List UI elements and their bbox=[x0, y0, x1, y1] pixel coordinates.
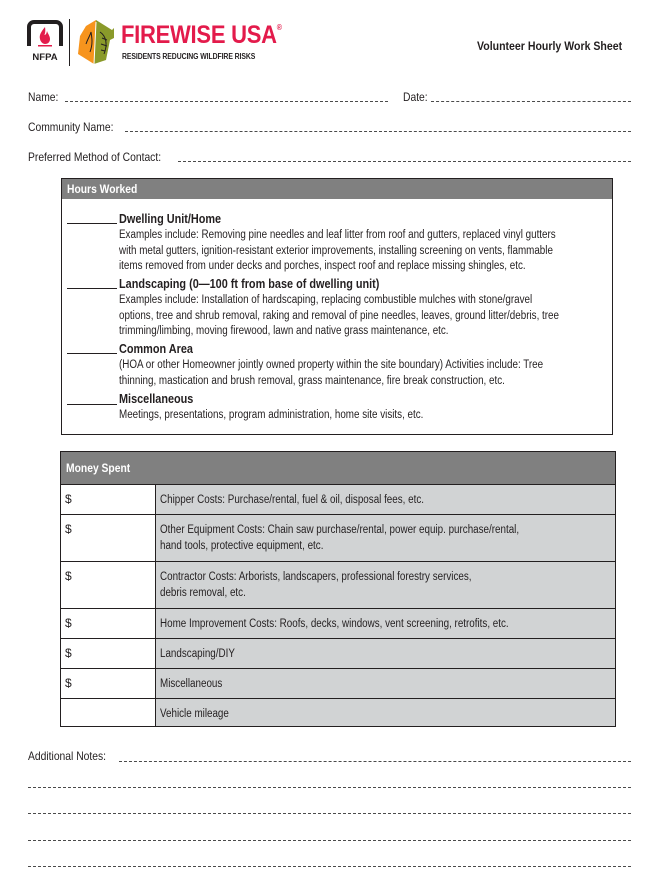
name-field[interactable] bbox=[65, 101, 388, 102]
amount-input-contractor[interactable] bbox=[61, 562, 156, 608]
dollar-sign: $ bbox=[65, 569, 72, 583]
row-desc bbox=[156, 669, 615, 698]
item-title-landscaping: Landscaping (0—100 ft from base of dwelling unit) bbox=[119, 277, 380, 291]
desc-line: trimming/limbing, moving firewood, lawn and native grass maintenance, etc. bbox=[119, 325, 449, 337]
desc-line: Miscellaneous bbox=[160, 678, 223, 690]
hours-worked-title: Hours Worked bbox=[67, 182, 138, 196]
item-title-miscellaneous: Miscellaneous bbox=[119, 392, 194, 406]
table-row bbox=[61, 698, 615, 726]
notes-line[interactable] bbox=[28, 787, 631, 788]
row-desc-text bbox=[160, 492, 639, 508]
desc-line: Examples include: Installation of hardscaping, replacing combustible mulches with stone/gravel bbox=[119, 294, 533, 306]
community-label: Community Name: bbox=[28, 120, 114, 134]
row-desc-text bbox=[160, 616, 639, 632]
brand-name bbox=[121, 21, 282, 50]
amount-input-vehicle-mileage[interactable] bbox=[61, 699, 156, 726]
amount-input-equipment[interactable] bbox=[61, 515, 156, 561]
dollar-sign: $ bbox=[65, 676, 72, 690]
desc-line: options, tree and shrub removal, raking and removal of pine needles, leaves, ground litter/debris, tree bbox=[119, 309, 559, 322]
row-desc bbox=[156, 639, 615, 668]
row-desc-text bbox=[160, 569, 639, 601]
registered-mark: ® bbox=[276, 23, 282, 32]
desc-line: Examples include: Removing pine needles and leaf litter from roof and gutters, replaced vinyl gutters bbox=[119, 229, 556, 241]
desc-line: Home Improvement Costs: Roofs, decks, windows, vent screening, retrofits, etc. bbox=[160, 618, 509, 630]
row-desc-text bbox=[160, 646, 639, 662]
row-desc bbox=[156, 699, 615, 726]
nfpa-flame-icon bbox=[27, 20, 63, 62]
community-name-field[interactable] bbox=[125, 131, 631, 132]
amount-input-home-improvement[interactable] bbox=[61, 609, 156, 638]
desc-line: with metal gutters, ignition-resistant exterior improvements, installing screening on vents, flammable bbox=[119, 244, 553, 257]
desc-line: Chipper Costs: Purchase/rental, fuel & oil, disposal fees, etc. bbox=[160, 494, 424, 506]
desc-line: (HOA or other Homeowner jointly owned property within the site boundary) Activities include: Tree bbox=[119, 359, 544, 371]
brand-tagline: RESIDENTS REDUCING WILDFIRE RISKS bbox=[122, 52, 256, 61]
brand-name-text: FIREWISE USA bbox=[121, 21, 277, 49]
hours-input-dwelling[interactable] bbox=[67, 223, 117, 224]
item-title-dwelling: Dwelling Unit/Home bbox=[119, 212, 222, 226]
hours-worked-header bbox=[62, 179, 612, 199]
desc-line: Landscaping/DIY bbox=[160, 648, 235, 660]
row-desc bbox=[156, 485, 615, 514]
hours-input-common-area[interactable] bbox=[67, 353, 117, 354]
desc-line: Contractor Costs: Arborists, landscapers, professional forestry services, bbox=[160, 571, 472, 583]
item-desc-landscaping bbox=[119, 293, 598, 340]
row-desc bbox=[156, 609, 615, 638]
row-desc-text bbox=[160, 706, 639, 722]
date-field[interactable] bbox=[431, 101, 631, 102]
dollar-sign: $ bbox=[65, 522, 72, 536]
notes-line[interactable] bbox=[28, 813, 631, 814]
contact-label: Preferred Method of Contact: bbox=[28, 150, 162, 164]
table-row bbox=[61, 561, 615, 608]
item-desc-common-area bbox=[119, 358, 598, 389]
money-spent-table bbox=[60, 451, 616, 727]
row-desc bbox=[156, 515, 615, 561]
notes-line[interactable] bbox=[28, 866, 631, 867]
name-label: Name: bbox=[28, 90, 59, 104]
row-desc-text bbox=[160, 676, 639, 692]
sheet-title: Volunteer Hourly Work Sheet bbox=[477, 39, 623, 53]
desc-line: thinning, mastication and brush removal, grass maintenance, fire break construction, etc. bbox=[119, 374, 505, 387]
nfpa-logo bbox=[27, 20, 63, 62]
table-row bbox=[61, 484, 615, 514]
money-spent-header bbox=[61, 452, 615, 484]
dollar-sign: $ bbox=[65, 646, 72, 660]
hours-worked-section bbox=[61, 178, 613, 435]
contact-method-field[interactable] bbox=[178, 161, 631, 162]
firewise-house-logo bbox=[76, 18, 116, 66]
notes-line[interactable] bbox=[28, 840, 631, 841]
table-row bbox=[61, 514, 615, 561]
notes-label: Additional Notes: bbox=[28, 749, 107, 763]
table-row bbox=[61, 668, 615, 698]
table-row bbox=[61, 608, 615, 638]
amount-input-landscaping[interactable] bbox=[61, 639, 156, 668]
item-desc-miscellaneous bbox=[119, 408, 598, 424]
desc-line: hand tools, protective equipment, etc. bbox=[160, 540, 324, 552]
item-desc-dwelling bbox=[119, 228, 598, 275]
amount-input-chipper[interactable] bbox=[61, 485, 156, 514]
house-leaf-icon bbox=[76, 18, 116, 66]
desc-line: debris removal, etc. bbox=[160, 587, 246, 599]
dollar-sign: $ bbox=[65, 616, 72, 630]
logo-divider bbox=[69, 19, 70, 66]
hours-input-landscaping[interactable] bbox=[67, 288, 117, 289]
svg-text:NFPA: NFPA bbox=[32, 52, 58, 62]
table-row bbox=[61, 638, 615, 668]
row-desc-text bbox=[160, 522, 639, 554]
item-title-common-area: Common Area bbox=[119, 342, 193, 356]
desc-line: Meetings, presentations, program administration, home site visits, etc. bbox=[119, 409, 424, 421]
dollar-sign: $ bbox=[65, 492, 72, 506]
desc-line: Vehicle mileage bbox=[160, 708, 229, 720]
money-spent-title: Money Spent bbox=[66, 461, 131, 475]
date-label: Date: bbox=[403, 90, 428, 104]
row-desc bbox=[156, 562, 615, 608]
desc-line: Other Equipment Costs: Chain saw purchase/rental, power equip. purchase/rental, bbox=[160, 524, 520, 536]
amount-input-miscellaneous[interactable] bbox=[61, 669, 156, 698]
desc-line: items removed from under decks and porches, inspect roof and replace missing shingles, etc. bbox=[119, 260, 526, 272]
notes-field[interactable] bbox=[119, 761, 631, 762]
hours-input-miscellaneous[interactable] bbox=[67, 404, 117, 405]
